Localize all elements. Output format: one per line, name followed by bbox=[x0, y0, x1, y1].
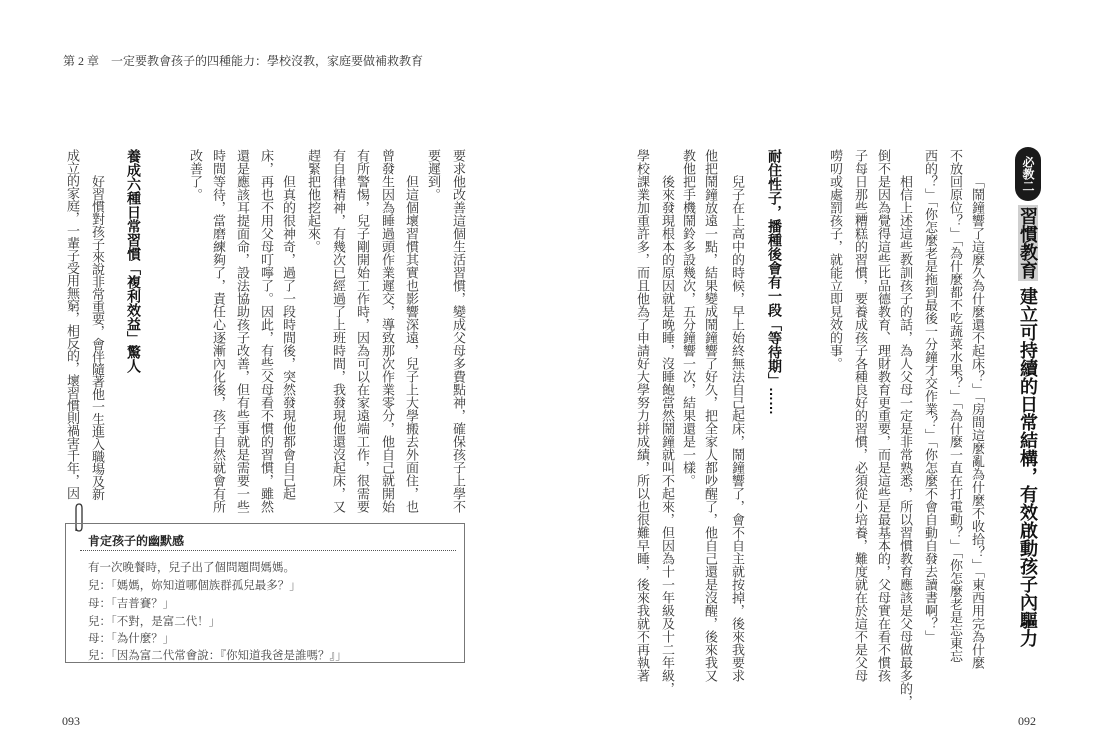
body-column: 有自律精神，有幾次已經過了上班時間，我發現他還沒起床，又 bbox=[331, 149, 346, 513]
body-column: 有所警惕，兒子剛開始工作時，因為可以在家遠端工作，很需要 bbox=[355, 149, 370, 513]
sidebar-line: 母：「吉普賽？」 bbox=[88, 598, 175, 610]
sidebar-line: 有一次晚餐時，兒子出了個問題問媽媽。 bbox=[88, 562, 295, 574]
body-column: 趕緊把他挖起來。 bbox=[306, 149, 321, 253]
must-teach-badge: 必教二 bbox=[1015, 147, 1041, 201]
body-column: 西的？」「你怎麼老是拖到最後一分鐘才交作業？」「你怎麼不會自動自發去讀書啊？」 bbox=[923, 149, 938, 643]
body-column: 不放回原位？」「為什麼都不吃蔬菜水果？」「為什麼一直在打電動？」「你怎麼老是忘東忘 bbox=[948, 149, 963, 663]
section-subheading: 養成六種日常習慣「複利效益」驚人 bbox=[126, 149, 142, 373]
page-number: 093 bbox=[62, 714, 80, 728]
body-column: 後來發現根本的原因就是晚睡，沒睡飽當然鬧鐘就叫不起來，但因為十一年級及十二年級， bbox=[660, 175, 675, 695]
body-column: 曾發生因為睡過頭作業遲交，導致那次作業零分，他自己就開始 bbox=[380, 149, 395, 513]
body-column: 相信上述這些教訓孩子的話，為人父母一定是非常熟悉，所以習慣教育應該是父母做最多的， bbox=[898, 175, 913, 708]
body-column: 改善了。 bbox=[188, 149, 203, 201]
body-column: 兒子在上高中的時候，早上始終無法自己起床，鬧鐘響了，會不自主就按掉，後來我要求 bbox=[730, 175, 745, 682]
title-highlight: 習慣教育 bbox=[1018, 207, 1038, 279]
sidebar-box-title: 肯定孩子的幽默感 bbox=[88, 534, 185, 548]
body-column: 要求他改善這個生活習慣，變成父母多費點神，確保孩子上學不 bbox=[451, 149, 466, 513]
body-column: 學校課業加重許多，而且他為了申請好大學努力拼成績，所以也很難早睡，後來我就不再執著 bbox=[635, 149, 650, 682]
body-column: 嘮叨或處罰孩子，就能立即見效的事。 bbox=[828, 149, 843, 370]
sidebar-line: 兒：「媽媽，妳知道哪個族群孤兒最多？」 bbox=[88, 580, 301, 592]
body-column: 時間等待，當磨練夠了，責任心逐漸內化後，孩子自然就會有所 bbox=[211, 149, 226, 513]
body-column: 子每日那些糟糕的習慣，要養成孩子各種良好的習慣，必須從小培養，難度就在於這不是父母 bbox=[853, 149, 868, 682]
body-column: 「鬧鐘響了這麼久為什麼還不起床？」「房間這麼亂為什麼不收拾？」「東西用完為什麼 bbox=[970, 175, 985, 669]
title-text: 建立可持續的日常結構，有效啟動孩子內驅力 bbox=[1018, 287, 1038, 647]
page-number: 092 bbox=[1018, 714, 1036, 728]
sidebar-line: 母：「為什麼？」 bbox=[88, 633, 175, 645]
section-title bbox=[1015, 205, 1041, 647]
body-column: 倒不是因為覺得這些比品德教育、理財教育更重要，而是這些是最基本的，父母實在看不慣孩 bbox=[876, 149, 891, 682]
sidebar-line: 兒：「不對，是富二代！」 bbox=[88, 616, 221, 628]
body-column: 教他把手機鬧鈴多設幾次，五分鐘響一次，結果還是一樣。 bbox=[681, 149, 696, 487]
body-column: 他把鬧鐘放遠一點，結果變成鬧鐘響了好久，把全家人都吵醒了，他自己還是沒醒，後來我又 bbox=[703, 149, 718, 682]
dotted-divider bbox=[80, 550, 456, 551]
humor-sidebar-box bbox=[65, 523, 465, 663]
sidebar-line: 兒：「因為富二代常會說：『你知道我爸是誰嗎？』」 bbox=[88, 650, 347, 662]
body-column: 要遲到。 bbox=[426, 149, 441, 201]
body-column: 床，再也不用父母叮嚀了。因此，有些父母看不慣的習慣，雖然 bbox=[259, 149, 274, 513]
body-column: 還是應該耳提面命，設法協助孩子改善，但有些事就是需要一些 bbox=[235, 149, 250, 513]
body-column: 好習慣對孩子來說非常重要，會伴隨著他一生進入職場及新 bbox=[90, 175, 105, 500]
body-column: 但這個壞習慣其實也影響深遠，兒子上大學搬去外面住，也 bbox=[404, 175, 419, 513]
body-column: 成立的家庭，一輩子受用無窮，相反的，壞習慣則禍害千年，因 bbox=[65, 149, 80, 499]
body-column: 但真的很神奇，過了一段時間後，突然發現他都會自己起 bbox=[281, 175, 296, 500]
section-subheading: 耐住性子，播種後會有一段「等待期」…… bbox=[767, 149, 783, 415]
chapter-header: 第 2 章 一定要教會孩子的四種能力：學校沒教，家庭要做補救教育 bbox=[63, 54, 424, 68]
